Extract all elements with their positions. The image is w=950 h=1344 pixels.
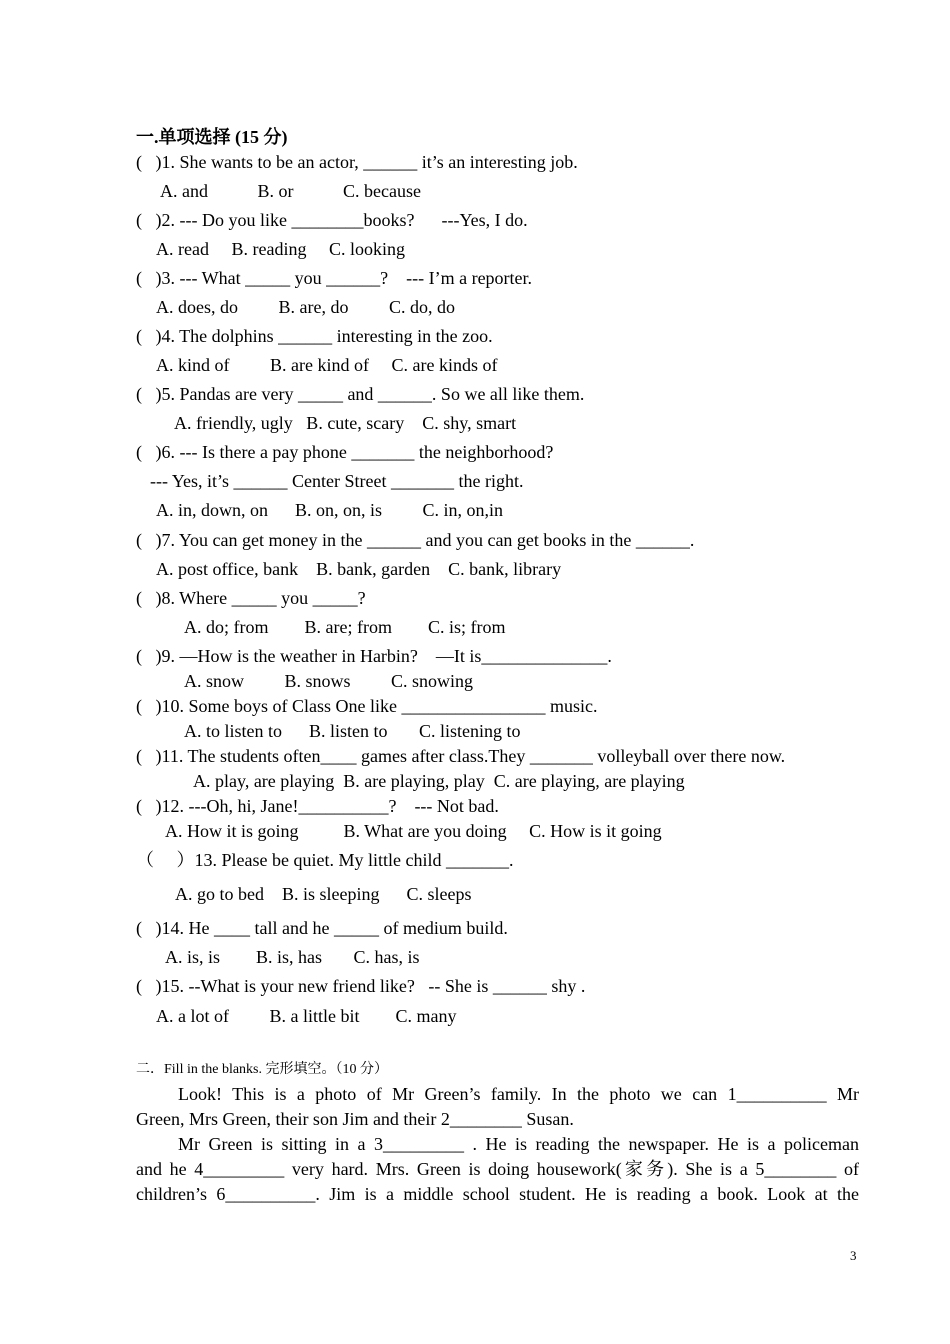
question-13-options: A. go to bed B. is sleeping C. sleeps: [175, 884, 472, 904]
question-15-options: A. a lot of B. a little bit C. many: [156, 1006, 457, 1026]
question-11-stem: ( )11. The students often____ games after class.They _______ volleyball over there now.: [136, 746, 786, 766]
question-2-options: A. read B. reading C. looking: [156, 239, 405, 259]
section2-title: 二．Fill in the blanks. 完形填空。（10 分）: [136, 1062, 388, 1077]
question-9-stem: ( )9. —How is the weather in Harbin? —It is______________.: [136, 646, 612, 666]
cloze-paragraph-1: [136, 1082, 859, 1132]
question-15-stem: ( )15. --What is your new friend like? -- She is ______ shy .: [136, 976, 586, 996]
cloze-paragraph-1-line-2: Green, Mrs Green, their son Jim and their 2________ Susan.: [136, 1109, 574, 1129]
question-4-stem: ( )4. The dolphins ______ interesting in the zoo.: [136, 326, 493, 346]
question-2-stem: ( )2. --- Do you like ________books? ---Yes, I do.: [136, 210, 528, 230]
cloze-paragraph-2-line-2: and he 4_________ very hard. Mrs. Green is doing housework(家务). She is a 5________ of: [136, 1159, 859, 1179]
question-4-options: A. kind of B. are kind of C. are kinds of: [156, 355, 498, 375]
question-6-stem: ( )6. --- Is there a pay phone _______ the neighborhood?: [136, 442, 554, 462]
question-12-stem: ( )12. ---Oh, hi, Jane!__________? --- Not bad.: [136, 796, 499, 816]
cloze-paragraph-2-line-1: Mr Green is sitting in a 3_________ . He is reading the newspaper. He is a policeman: [178, 1134, 859, 1154]
question-8-stem: ( )8. Where _____ you _____?: [136, 588, 366, 608]
question-14-stem: ( )14. He ____ tall and he _____ of medium build.: [136, 918, 508, 938]
page-number: 3: [850, 1248, 857, 1263]
question-1-options: A. and B. or C. because: [160, 181, 421, 201]
question-6-stem-2: --- Yes, it’s ______ Center Street _______ the right.: [150, 471, 524, 491]
question-3-stem: ( )3. --- What _____ you ______? --- I’m a reporter.: [136, 268, 533, 288]
question-10-stem: ( )10. Some boys of Class One like ________________ music.: [136, 696, 598, 716]
question-1-stem: ( )1. She wants to be an actor, ______ it’s an interesting job.: [136, 152, 578, 172]
question-3-options: A. does, do B. are, do C. do, do: [156, 297, 455, 317]
cloze-paragraph-2: [136, 1132, 859, 1207]
question-12-options: A. How it is going B. What are you doing C. How is it going: [165, 821, 662, 841]
question-5-stem: ( )5. Pandas are very _____ and ______. So we all like them.: [136, 384, 585, 404]
cloze-paragraph-1-line-1: Look! This is a photo of Mr Green’s family. In the photo we can 1__________ Mr: [178, 1084, 859, 1104]
question-6-options: A. in, down, on B. on, on, is C. in, on,in: [156, 500, 504, 520]
question-9-options: A. snow B. snows C. snowing: [184, 671, 474, 691]
question-7-stem: ( )7. You can get money in the ______ and you can get books in the ______.: [136, 530, 695, 550]
question-14-options: A. is, is B. is, has C. has, is: [165, 947, 420, 967]
question-10-options: A. to listen to B. listen to C. listening to: [184, 721, 521, 741]
section1-title: 一.单项选择 (15 分): [136, 127, 288, 147]
question-13-stem: （ ）13. Please be quiet. My little child _______.: [136, 850, 514, 870]
question-5-options: A. friendly, ugly B. cute, scary C. shy, smart: [174, 413, 517, 433]
question-7-options: A. post office, bank B. bank, garden C. bank, library: [156, 559, 562, 579]
question-11-options: A. play, are playing B. are playing, play C. are playing, are playing: [193, 771, 685, 791]
question-8-options: A. do; from B. are; from C. is; from: [184, 617, 506, 637]
cloze-paragraph-2-line-3: children’s 6__________. Jim is a middle school student. He is reading a book. Look at the: [136, 1184, 859, 1204]
